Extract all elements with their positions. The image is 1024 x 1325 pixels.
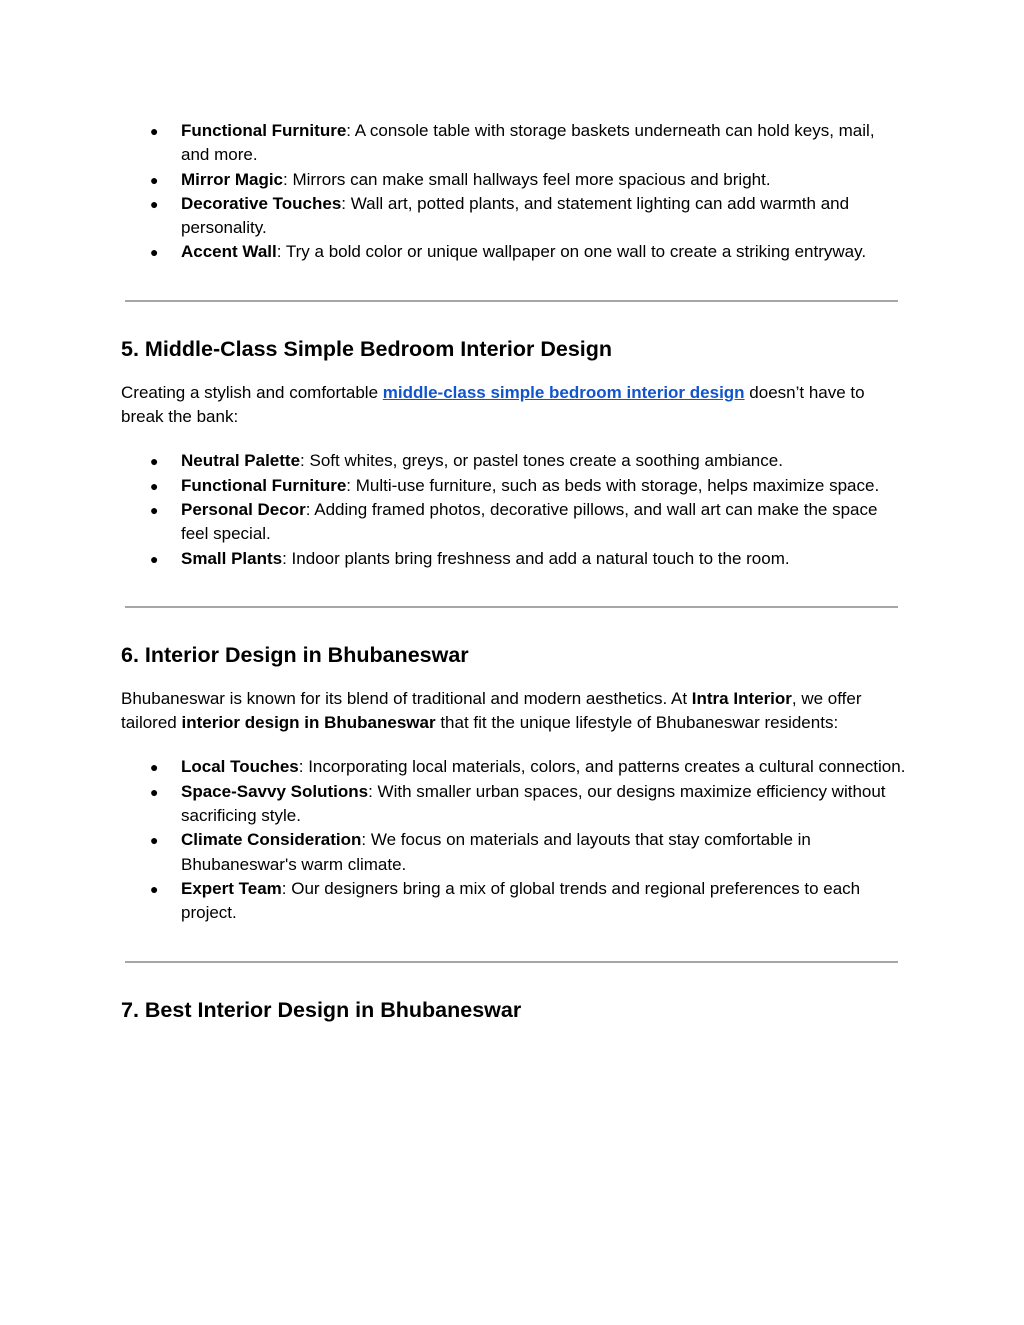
section-6-intro (121, 687, 907, 736)
bullet-icon: ● (150, 501, 159, 518)
bullet-icon: ● (150, 550, 159, 567)
bedroom-tips-list (121, 449, 907, 570)
list-item-term: Functional Furniture (181, 475, 347, 495)
bedroom-design-link[interactable]: middle-class simple bedroom interior design (382, 382, 745, 402)
list-item (121, 780, 907, 829)
list-item (121, 755, 907, 779)
intro-text: that fit the unique lifestyle of Bhubaneswar residents: (435, 713, 839, 733)
section-divider (125, 300, 898, 302)
intro-text: Bhubaneswar is known for its blend of traditional and modern aesthetics. At (121, 688, 692, 708)
list-item (121, 192, 907, 241)
list-item-text: : Soft whites, greys, or pastel tones create a soothing ambiance. (300, 451, 783, 471)
list-item-text: : A console table with storage baskets underneath can hold keys, mail, and more. (181, 121, 875, 165)
list-item (121, 828, 907, 877)
list-item-text: : Try a bold color or unique wallpaper on one wall to create a striking entryway. (276, 242, 867, 262)
list-item-term: Accent Wall (181, 242, 277, 262)
bullet-icon: ● (150, 123, 159, 139)
intro-text: Creating a stylish and comfortable (121, 382, 383, 402)
section-7-heading: 7. Best Interior Design in Bhubaneswar (121, 997, 522, 1022)
list-item-text: : With smaller urban spaces, our designs maximize efficiency without sacrificing style. (181, 781, 886, 826)
section-divider (125, 606, 898, 608)
list-item (121, 119, 907, 168)
bhubaneswar-features-list (121, 755, 907, 925)
intro-text: , we offer tailored (121, 688, 862, 733)
list-item-text: : Adding framed photos, decorative pillows, and wall art can make the space feel special. (181, 499, 878, 544)
list-item-term: Small Plants (181, 548, 283, 568)
bullet-icon: ● (150, 832, 159, 849)
company-name: Intra Interior (691, 688, 792, 708)
bullet-icon: ● (150, 783, 159, 800)
list-item-term: Local Touches (181, 757, 299, 777)
bullet-icon: ● (150, 244, 159, 261)
list-item (121, 240, 907, 264)
bullet-icon: ● (150, 880, 159, 897)
list-item-term: Neutral Palette (181, 451, 301, 471)
bullet-icon: ● (150, 171, 159, 188)
list-item (121, 877, 907, 926)
list-item-text: : Indoor plants bring freshness and add a natural touch to the room. (282, 548, 790, 568)
list-item-term: Functional Furniture (181, 121, 347, 140)
bullet-icon: ● (150, 759, 159, 776)
list-item-term: Mirror Magic (181, 169, 284, 189)
entryway-tips-list (121, 119, 907, 265)
list-item-text: : Incorporating local materials, colors, and patterns creates a cultural connection. (298, 757, 906, 777)
list-item-text: : We focus on materials and layouts that stay comfortable in Bhubaneswar's warm climate. (181, 830, 811, 874)
list-item-term: Personal Decor (181, 499, 306, 519)
list-item (121, 474, 907, 498)
bullet-icon: ● (150, 477, 159, 494)
list-item-term: Expert Team (181, 878, 282, 898)
service-name: interior design in Bhubaneswar (181, 713, 436, 733)
list-item-text: : Wall art, potted plants, and statement lighting can add warmth and personality. (181, 193, 850, 238)
list-item (121, 168, 907, 192)
list-item-term: Space-Savvy Solutions (181, 781, 369, 801)
list-item (121, 449, 907, 473)
list-item-text: : Mirrors can make small hallways feel more spacious and bright. (283, 169, 771, 189)
intro-text: doesn’t have to break the bank: (121, 382, 865, 427)
list-item (121, 547, 907, 571)
document-content (121, 119, 907, 1024)
bullet-icon: ● (150, 453, 159, 470)
bullet-icon: ● (150, 195, 159, 212)
section-6-heading: 6. Interior Design in Bhubaneswar (121, 642, 469, 667)
list-item-term: Decorative Touches (181, 193, 342, 213)
list-item-term: Climate Consideration (181, 830, 362, 850)
list-item-text: : Our designers bring a mix of global trends and regional preferences to each project. (181, 878, 861, 923)
section-5-heading: 5. Middle-Class Simple Bedroom Interior Design (121, 336, 613, 361)
list-item-text: : Multi-use furniture, such as beds with storage, helps maximize space. (346, 475, 880, 495)
section-5-intro (121, 381, 907, 430)
section-divider (125, 961, 898, 963)
list-item (121, 498, 907, 547)
